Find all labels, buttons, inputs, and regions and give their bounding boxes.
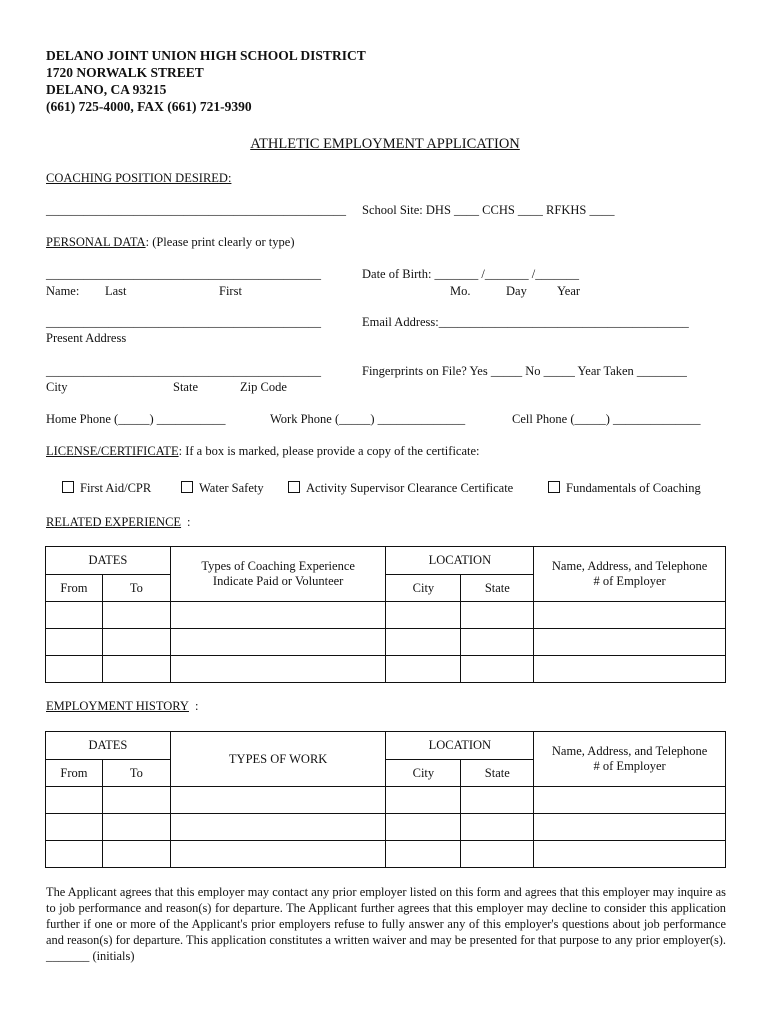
license-heading: LICENSE/CERTIFICATE: If a box is marked, please provide a copy of the certificate:: [46, 444, 480, 458]
types-header: Types of Coaching Experience Indicate Paid or Volunteer: [170, 547, 386, 602]
dob-year-label: Year: [557, 284, 581, 298]
employment-history-heading: EMPLOYMENT HISTORY: [46, 699, 189, 713]
coaching-position-field[interactable]: ________________________________________________: [46, 203, 346, 217]
from-header: From: [46, 575, 103, 602]
date-of-birth-field[interactable]: Date of Birth: _______ /_______ /_______: [362, 267, 579, 281]
table-row: [46, 629, 726, 656]
city-field[interactable]: ____________________________________________: [46, 364, 321, 378]
email-field[interactable]: Email Address:________________________________________: [362, 315, 689, 329]
to-header: To: [102, 575, 170, 602]
address-label: Present Address: [46, 331, 127, 345]
checkbox-first-aid[interactable]: First Aid/CPR: [62, 481, 151, 496]
name-field[interactable]: ____________________________________________: [46, 267, 321, 281]
to-header: To: [102, 760, 170, 787]
state-label: State: [173, 380, 198, 394]
table-row: [46, 787, 726, 814]
checkbox-icon: [62, 481, 74, 493]
table-row: [46, 656, 726, 683]
last-name-label: Last: [105, 284, 127, 298]
checkbox-icon: [288, 481, 300, 493]
state-header: State: [461, 760, 534, 787]
agreement-paragraph: The Applicant agrees that this employer may contact any prior employer listed on this form and agrees that this employer may inquire as to job performance and reason(s) for departure. The Applicant further agrees that this employer may decline to consider this application further if one or more of the Applicant's prior employers refuse to fully answer any of this employer's questions about job performance and reason(s) for departure. This application constitutes a written waiver and may be presented for that purpose to any prior employer(s). _______ (initials): [46, 885, 726, 963]
city-header: City: [386, 575, 461, 602]
school-site-field[interactable]: School Site: DHS ____ CCHS ____ RFKHS ____: [362, 203, 615, 217]
state-header: State: [461, 575, 534, 602]
checkbox-icon: [548, 481, 560, 493]
dob-day-label: Day: [506, 284, 527, 298]
location-header: LOCATION: [386, 547, 534, 575]
location-header: LOCATION: [386, 732, 534, 760]
employer-header: Name, Address, and Telephone # of Employer: [534, 547, 726, 602]
checkbox-icon: [181, 481, 193, 493]
district-city: DELANO, CA 93215: [46, 82, 167, 97]
district-phone: (661) 725-4000, FAX (661) 721-9390: [46, 99, 252, 114]
checkbox-fundamentals[interactable]: Fundamentals of Coaching: [548, 481, 701, 496]
coaching-heading: COACHING POSITION DESIRED:: [46, 171, 232, 185]
table-row: [46, 841, 726, 868]
employment-history-table: [45, 731, 726, 868]
checkbox-activity-supervisor[interactable]: Activity Supervisor Clearance Certificate: [288, 481, 513, 496]
from-header: From: [46, 760, 103, 787]
dates-header: DATES: [46, 547, 171, 575]
city-header: City: [386, 760, 461, 787]
zip-label: Zip Code: [240, 380, 287, 394]
home-phone-field[interactable]: Home Phone (_____) ___________: [46, 412, 226, 426]
cell-phone-field[interactable]: Cell Phone (_____) ______________: [512, 412, 701, 426]
related-experience-table: [45, 546, 726, 683]
name-label: Name:: [46, 284, 80, 298]
types-header: TYPES OF WORK: [170, 732, 386, 787]
work-phone-field[interactable]: Work Phone (_____) ______________: [270, 412, 466, 426]
page-title: ATHLETIC EMPLOYMENT APPLICATION: [250, 136, 520, 152]
district-name: DELANO JOINT UNION HIGH SCHOOL DISTRICT: [46, 48, 366, 63]
district-street: 1720 NORWALK STREET: [46, 65, 204, 80]
table-row: [46, 602, 726, 629]
dob-month-label: Mo.: [450, 284, 471, 298]
dates-header: DATES: [46, 732, 171, 760]
personal-data-heading: PERSONAL DATA: (Please print clearly or type): [46, 235, 295, 249]
checkbox-water-safety[interactable]: Water Safety: [181, 481, 264, 496]
table-row: [46, 814, 726, 841]
related-experience-heading: RELATED EXPERIENCE: [46, 515, 182, 529]
employer-header: Name, Address, and Telephone # of Employer: [534, 732, 726, 787]
fingerprints-field[interactable]: Fingerprints on File? Yes _____ No _____ Year Taken ________: [362, 364, 687, 378]
address-field[interactable]: ____________________________________________: [46, 315, 321, 329]
first-name-label: First: [219, 284, 242, 298]
city-label: City: [46, 380, 68, 394]
